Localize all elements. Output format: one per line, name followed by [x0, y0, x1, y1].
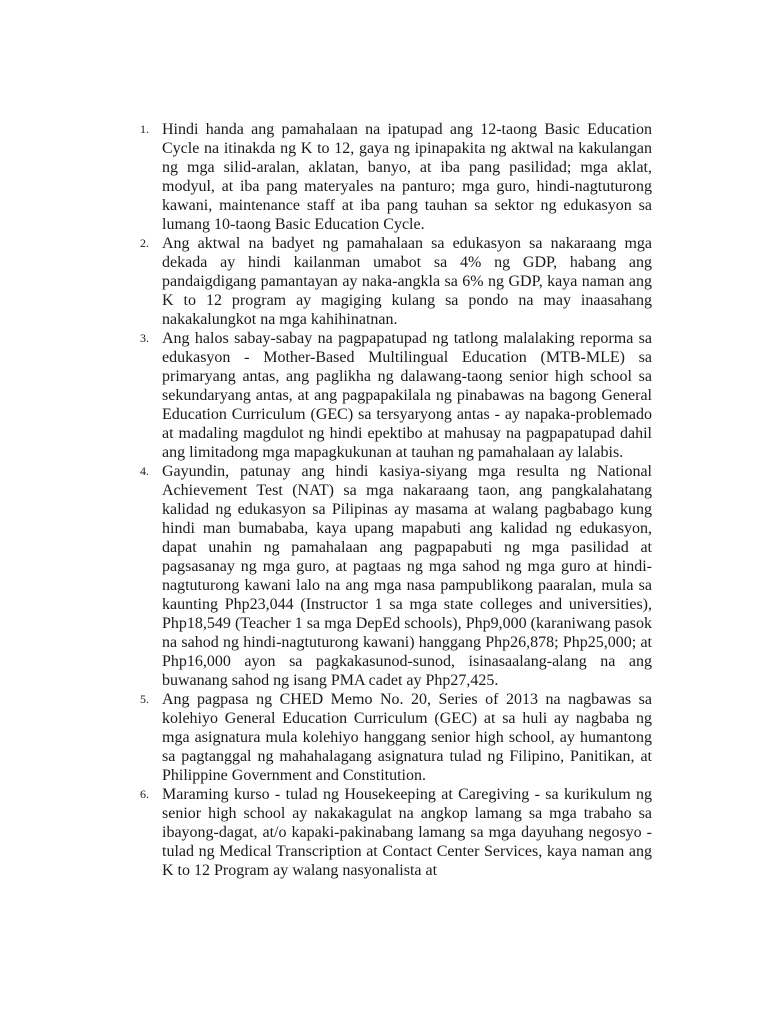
- list-item-number: 6.: [140, 787, 149, 801]
- list-item-number: 2.: [140, 236, 149, 250]
- list-item: [140, 120, 652, 234]
- list-item-text: Ang halos sabay-sabay na pagpapatupad ng tatlong malalaking reporma sa edukasyon - Mother-Based Multilingual Education (MTB-MLE) sa primaryang antas, ang paglikha ng dalawang-taong senior high school sa sekundaryang antas, at ang pagpapakilala ng pinabawas na bagong General Education Curriculum (GEC) sa tersyaryong antas - ay napaka-problemado at madaling magdulot ng hindi epektibo at mahusay na pagpapatupad dahil ang limitadong mga mapagkukunan at tauhan ng pamahalaan ay lalabis.: [162, 330, 652, 461]
- list-item-text: Ang aktwal na badyet ng pamahalaan sa edukasyon sa nakaraang mga dekada ay hindi kailanman umabot sa 4% ng GDP, habang ang pandaigdigang pamantayan ay naka-angkla sa 6% ng GDP, kaya naman ang K to 12 program ay magiging kulang sa pondo na may inaasahang nakakalungkot na mga kahihinatnan.: [162, 235, 652, 328]
- list-item-text: Gayundin, patunay ang hindi kasiya-siyang mga resulta ng National Achievement Test (NAT) sa mga nakaraang taon, ang pangkalahatang kalidad ng edukasyon sa Pilipinas ay masama at walang pagbabago kung hindi man bumababa, kaya upang mapabuti ang kalidad ng edukasyon, dapat unahin ng pamahalaan ang pagpapabuti ng mga pasilidad at pagsasanay ng mga guro, at pagtaas ng mga sahod ng mga guro at hindi-nagtuturong kawani lalo na ang mga nasa pampublikong paaralan, mula sa kaunting Php23,044 (Instructor 1 sa mga state colleges and universities), Php18,549 (Teacher 1 sa mga DepEd schools), Php9,000 (karaniwang pasok na sahod ng hindi-nagtuturong kawani) hanggang Php26,878; Php25,000; at Php16,000 ayon sa pagkakasunod-sunod, isinasaalang-alang na ang buwanang sahod ng isang PMA cadet ay Php27,425.: [162, 463, 652, 689]
- list-item-number: 1.: [140, 122, 149, 136]
- list-item: [140, 462, 652, 690]
- list-item-number: 5.: [140, 692, 149, 706]
- list-item-number: 4.: [140, 464, 149, 478]
- list-item: [140, 234, 652, 329]
- list-item-number: 3.: [140, 331, 149, 345]
- numbered-list: [140, 120, 652, 880]
- list-item-text: Maraming kurso - tulad ng Housekeeping at Caregiving - sa kurikulum ng senior high school ay nakakagulat na angkop lamang sa mga trabaho sa ibayong-dagat, at/o kapaki-pakinabang lamang sa mga dayuhang negosyo - tulad ng Medical Transcription at Contact Center Services, kaya naman ang K to 12 Program ay walang nasyonalista at: [162, 786, 652, 879]
- list-item-text: Ang pagpasa ng CHED Memo No. 20, Series of 2013 na nagbawas sa kolehiyo General Education Curriculum (GEC) at sa huli ay nagbaba ng mga asignatura mula kolehiyo hanggang senior high school, ay humantong sa pagtanggal ng mahahalagang asignatura tulad ng Filipino, Panitikan, at Philippine Government and Constitution.: [162, 691, 652, 784]
- list-item: [140, 329, 652, 462]
- list-item-text: Hindi handa ang pamahalaan na ipatupad ang 12-taong Basic Education Cycle na itinakda ng K to 12, gaya ng ipinapakita ng aktwal na kakulangan ng mga silid-aralan, aklatan, banyo, at iba pang pasilidad; mga aklat, modyul, at iba pang materyales na panturo; mga guro, hindi-nagtuturong kawani, maintenance staff at iba pang tauhan sa sektor ng edukasyon sa lumang 10-taong Basic Education Cycle.: [162, 121, 652, 233]
- list-item: [140, 785, 652, 880]
- list-item: [140, 690, 652, 785]
